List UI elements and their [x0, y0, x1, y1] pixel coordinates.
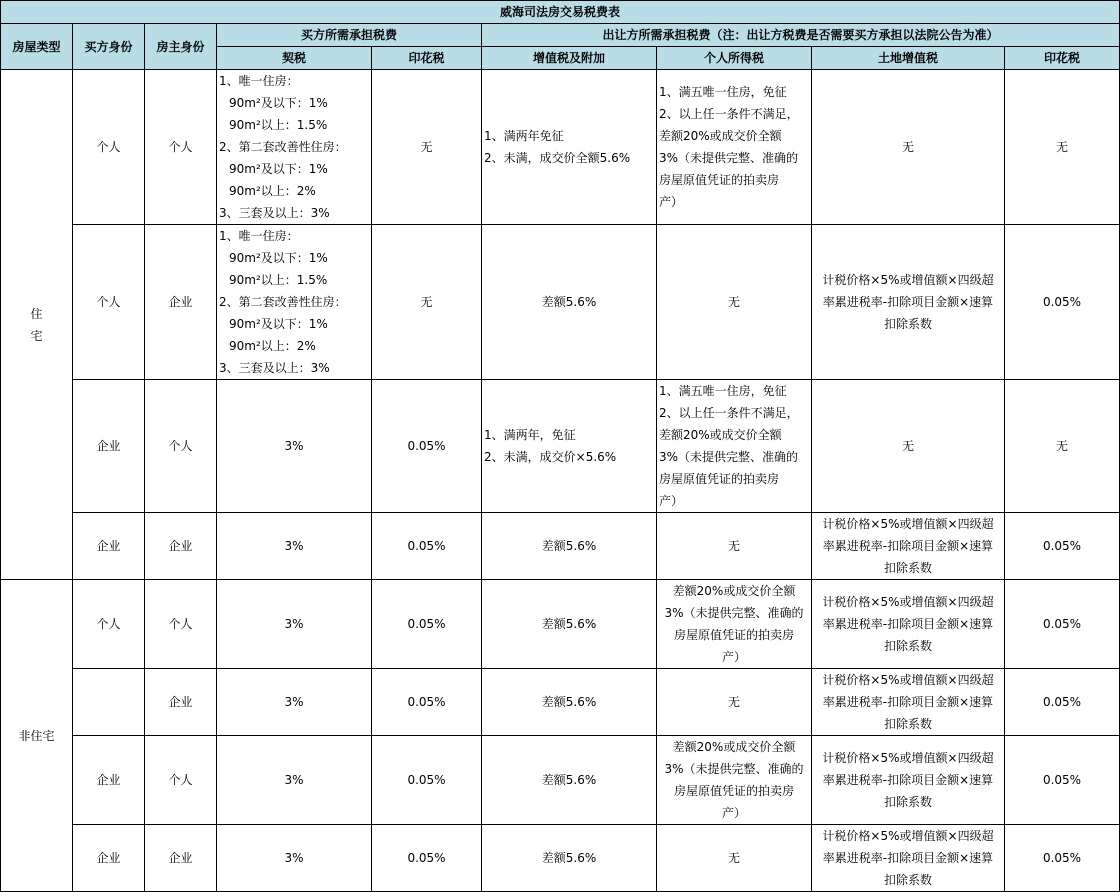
cell-land-vat: 计税价格×5%或增值额×四级超 率累进税率-扣除项目金额×速算 扣除系数 [812, 580, 1005, 669]
cell-buyer: 企业 [73, 825, 145, 892]
cell-income-tax: 1、满五唯一住房，免征 2、以上任一条件不满足， 差额20%或成交价全额 3%（未提供完整、准确的 房屋原值凭证的拍卖房 产） [657, 380, 812, 513]
cell-land-vat: 计税价格×5%或增值额×四级超 率累进税率-扣除项目金额×速算 扣除系数 [812, 669, 1005, 736]
table-row [1, 380, 1120, 513]
cell-deed-tax: 3% [217, 669, 372, 736]
cell-land-vat: 无 [812, 70, 1005, 225]
header-stamp-tax-buyer: 印花税 [372, 47, 482, 70]
header-buyer-identity: 买方身份 [73, 24, 145, 70]
cell-buyer: 个人 [73, 70, 145, 225]
cell-stamp-seller: 0.05% [1005, 580, 1120, 669]
cell-owner: 个人 [145, 580, 217, 669]
cell-buyer: 企业 [73, 380, 145, 513]
cell-vat: 差额5.6% [482, 513, 657, 580]
table-row [1, 70, 1120, 225]
cell-buyer: 企业 [73, 736, 145, 825]
cell-stamp-buyer: 无 [372, 70, 482, 225]
cell-owner: 企业 [145, 825, 217, 892]
cell-owner: 个人 [145, 736, 217, 825]
cell-deed-tax: 3% [217, 380, 372, 513]
header-vat: 增值税及附加 [482, 47, 657, 70]
cell-land-vat: 计税价格×5%或增值额×四级超 率累进税率-扣除项目金额×速算 扣除系数 [812, 736, 1005, 825]
cell-owner: 个人 [145, 380, 217, 513]
cell-stamp-buyer: 0.05% [372, 380, 482, 513]
cell-owner: 个人 [145, 70, 217, 225]
table-row [1, 669, 1120, 736]
cell-income-tax: 无 [657, 225, 812, 380]
cell-stamp-seller: 无 [1005, 380, 1120, 513]
header-seller-taxes: 出让方所需承担税费（注：出让方税费是否需要买方承担以法院公告为准） [482, 24, 1120, 47]
cell-income-tax: 无 [657, 669, 812, 736]
cell-vat: 差额5.6% [482, 825, 657, 892]
cell-deed-tax: 1、唯一住房： 90m²及以下：1% 90m²以上：1.5% 2、第二套改善性住房： 90m²及以下：1% 90m²以上：2% 3、三套及以上：3% [217, 225, 372, 380]
table-row [1, 513, 1120, 580]
table-row [1, 225, 1120, 380]
header-stamp-tax-seller: 印花税 [1005, 47, 1120, 70]
cell-income-tax: 无 [657, 513, 812, 580]
cell-buyer: 个人 [73, 580, 145, 669]
cell-vat: 差额5.6% [482, 669, 657, 736]
cell-deed-tax: 3% [217, 825, 372, 892]
cell-stamp-buyer: 0.05% [372, 736, 482, 825]
header-deed-tax: 契税 [217, 47, 372, 70]
header-land-vat: 土地增值税 [812, 47, 1005, 70]
cell-deed-tax: 3% [217, 736, 372, 825]
cell-stamp-seller: 0.05% [1005, 825, 1120, 892]
table-title: 威海司法房交易税费表 [1, 1, 1120, 24]
header-income-tax: 个人所得税 [657, 47, 812, 70]
cell-deed-tax: 3% [217, 513, 372, 580]
table-row [1, 736, 1120, 825]
table-row [1, 580, 1120, 669]
cell-owner: 企业 [145, 513, 217, 580]
cell-income-tax: 1、满五唯一住房，免征 2、以上任一条件不满足， 差额20%或成交价全额 3%（未提供完整、准确的 房屋原值凭证的拍卖房 产） [657, 70, 812, 225]
cell-stamp-buyer: 0.05% [372, 825, 482, 892]
header-house-type: 房屋类型 [1, 24, 73, 70]
header-buyer-taxes: 买方所需承担税费 [217, 24, 482, 47]
cell-stamp-buyer: 无 [372, 225, 482, 380]
cell-vat: 差额5.6% [482, 736, 657, 825]
group-residential-char-2: 宅 [30, 328, 43, 343]
cell-stamp-seller: 0.05% [1005, 669, 1120, 736]
cell-vat: 差额5.6% [482, 580, 657, 669]
group-residential [1, 70, 73, 580]
cell-land-vat: 计税价格×5%或增值额×四级超 率累进税率-扣除项目金额×速算 扣除系数 [812, 513, 1005, 580]
group-non-residential: 非住宅 [1, 580, 73, 892]
cell-deed-tax: 3% [217, 580, 372, 669]
cell-buyer: 个人 [73, 225, 145, 380]
cell-stamp-seller: 0.05% [1005, 225, 1120, 380]
cell-buyer: 企业 [73, 513, 145, 580]
cell-owner: 企业 [145, 669, 217, 736]
cell-income-tax: 差额20%或成交价全额 3%（未提供完整、准确的 房屋原值凭证的拍卖房 产） [657, 580, 812, 669]
cell-stamp-buyer: 0.05% [372, 580, 482, 669]
cell-stamp-seller: 0.05% [1005, 513, 1120, 580]
cell-income-tax: 无 [657, 825, 812, 892]
cell-land-vat: 计税价格×5%或增值额×四级超 率累进税率-扣除项目金额×速算 扣除系数 [812, 225, 1005, 380]
cell-land-vat: 计税价格×5%或增值额×四级超 率累进税率-扣除项目金额×速算 扣除系数 [812, 825, 1005, 892]
cell-stamp-buyer: 0.05% [372, 669, 482, 736]
cell-vat: 1、满两年免征 2、未满，成交价全额5.6% [482, 70, 657, 225]
cell-stamp-seller: 无 [1005, 70, 1120, 225]
table-row [1, 825, 1120, 892]
cell-buyer [73, 669, 145, 736]
cell-owner: 企业 [145, 225, 217, 380]
cell-land-vat: 无 [812, 380, 1005, 513]
group-residential-char-1: 住 [30, 306, 43, 321]
header-owner-identity: 房主身份 [145, 24, 217, 70]
cell-deed-tax: 1、唯一住房： 90m²及以下：1% 90m²以上：1.5% 2、第二套改善性住房： 90m²及以下：1% 90m²以上：2% 3、三套及以上：3% [217, 70, 372, 225]
cell-vat: 1、满两年，免征 2、未满，成交价×5.6% [482, 380, 657, 513]
cell-stamp-buyer: 0.05% [372, 513, 482, 580]
cell-vat: 差额5.6% [482, 225, 657, 380]
cell-income-tax: 差额20%或成交价全额 3%（未提供完整、准确的 房屋原值凭证的拍卖房 产） [657, 736, 812, 825]
cell-stamp-seller: 0.05% [1005, 736, 1120, 825]
